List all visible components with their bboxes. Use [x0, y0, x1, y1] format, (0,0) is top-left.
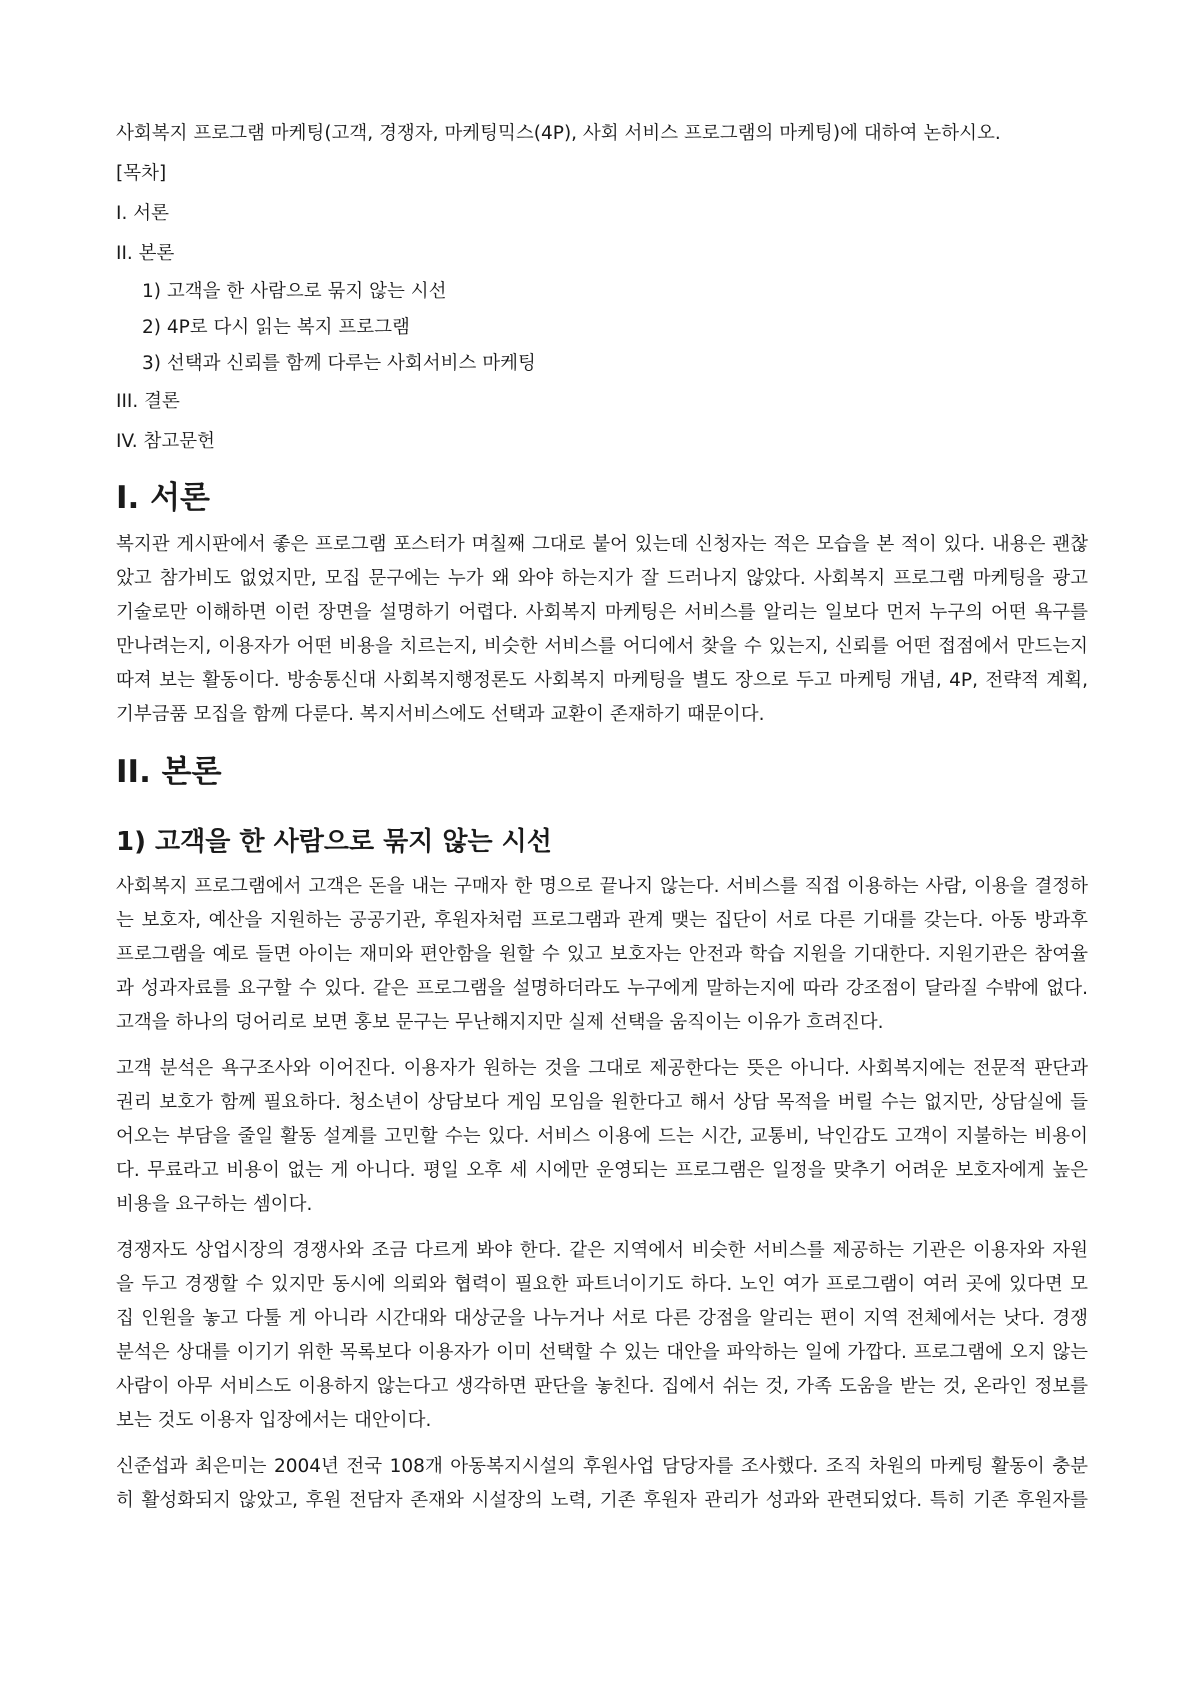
toc-item-conclusion: III. 결론 — [116, 391, 180, 412]
paragraph-line: 기부금품 모집을 함께 다룬다. 복지서비스에도 선택과 교환이 존재하기 때문이다. — [116, 704, 765, 725]
customers-paragraph-2 — [116, 1052, 1088, 1222]
paragraph-line: 집 인원을 놓고 다툴 게 아니라 시간대와 대상군을 나누거나 서로 다른 강점을 알리는 편이 지역 전체에서는 낫다. 경쟁 — [116, 1308, 1088, 1329]
paragraph-line: 사람이 아무 서비스도 이용하지 않는다고 생각하면 판단을 놓친다. 집에서 쉬는 것, 가족 도움을 받는 것, 온라인 정보를 — [116, 1376, 1088, 1397]
paragraph-line: 프로그램을 예로 들면 아이는 재미와 편안함을 원할 수 있고 보호자는 안전과 학습 지원을 기대한다. 지원기관은 참여율 — [116, 944, 1088, 965]
paragraph-line: 보는 것도 이용자 입장에서는 대안이다. — [116, 1410, 432, 1431]
paragraph-line: 만나려는지, 이용자가 어떤 비용을 치르는지, 비슷한 서비스를 어디에서 찾을 수 있는지, 신뢰를 어떤 접점에서 만드는지 — [116, 636, 1088, 657]
toc-item-references: IV. 참고문헌 — [116, 431, 215, 452]
competitors-paragraph — [116, 1234, 1088, 1438]
toc-item-body: II. 본론 — [116, 243, 175, 264]
customers-paragraph-1 — [116, 870, 1088, 1040]
toc-heading: [목차] — [116, 163, 167, 184]
study-paragraph — [116, 1450, 1088, 1518]
assignment-prompt: 사회복지 프로그램 마케팅(고객, 경쟁자, 마케팅믹스(4P), 사회 서비스 프로그램의 마케팅)에 대하여 논하시오. — [116, 123, 1001, 144]
paragraph-line: 신준섭과 최은미는 2004년 전국 108개 아동복지시설의 후원사업 담당자를 조사했다. 조직 차원의 마케팅 활동이 충분 — [116, 1456, 1088, 1477]
toc-item-body-2: 2) 4P로 다시 읽는 복지 프로그램 — [142, 317, 410, 338]
section-title-body: II. 본론 — [116, 754, 222, 790]
paragraph-line: 분석은 상대를 이기기 위한 목록보다 이용자가 이미 선택할 수 있는 대안을 파악하는 일에 가깝다. 프로그램에 오지 않는 — [116, 1342, 1088, 1363]
paragraph-line: 다. 무료라고 비용이 없는 게 아니다. 평일 오후 세 시에만 운영되는 프로그램은 일정을 맞추기 어려운 보호자에게 높은 — [116, 1160, 1088, 1181]
paragraph-line: 을 두고 경쟁할 수 있지만 동시에 의뢰와 협력이 필요한 파트너이기도 하다. 노인 여가 프로그램이 여러 곳에 있다면 모 — [116, 1274, 1088, 1295]
paragraph-line: 히 활성화되지 않았고, 후원 전담자 존재와 시설장의 노력, 기존 후원자 관리가 성과와 관련되었다. 특히 기존 후원자를 — [116, 1490, 1088, 1511]
paragraph-line: 고객을 하나의 덩어리로 보면 홍보 문구는 무난해지지만 실제 선택을 움직이는 이유가 흐려진다. — [116, 1012, 884, 1033]
paragraph-line: 경쟁자도 상업시장의 경쟁사와 조금 다르게 봐야 한다. 같은 지역에서 비슷한 서비스를 제공하는 기관은 이용자와 자원 — [116, 1240, 1088, 1261]
paragraph-line: 복지관 게시판에서 좋은 프로그램 포스터가 며칠째 그대로 붙어 있는데 신청자는 적은 모습을 본 적이 있다. 내용은 괜찮 — [116, 534, 1088, 555]
toc-item-body-1: 1) 고객을 한 사람으로 묶지 않는 시선 — [142, 281, 447, 302]
paragraph-line: 고객 분석은 욕구조사와 이어진다. 이용자가 원하는 것을 그대로 제공한다는 뜻은 아니다. 사회복지에는 전문적 판단과 — [116, 1058, 1088, 1079]
paragraph-line: 는 보호자, 예산을 지원하는 공공기관, 후원자처럼 프로그램과 관계 맺는 집단이 서로 다른 기대를 갖는다. 아동 방과후 — [116, 910, 1088, 931]
toc-item-intro: I. 서론 — [116, 203, 169, 224]
paragraph-line: 어오는 부담을 줄일 활동 설계를 고민할 수는 있다. 서비스 이용에 드는 시간, 교통비, 낙인감도 고객이 지불하는 비용이 — [116, 1126, 1088, 1147]
paragraph-line: 권리 보호가 함께 필요하다. 청소년이 상담보다 게임 모임을 원한다고 해서 상담 목적을 버릴 수는 없지만, 상담실에 들 — [116, 1092, 1088, 1113]
paragraph-line: 사회복지 프로그램에서 고객은 돈을 내는 구매자 한 명으로 끝나지 않는다. 서비스를 직접 이용하는 사람, 이용을 결정하 — [116, 876, 1088, 897]
paragraph-line: 기술로만 이해하면 이런 장면을 설명하기 어렵다. 사회복지 마케팅은 서비스를 알리는 일보다 먼저 누구의 어떤 욕구를 — [116, 602, 1088, 623]
paragraph-line: 과 성과자료를 요구할 수 있다. 같은 프로그램을 설명하더라도 누구에게 말하는지에 따라 강조점이 달라질 수밖에 없다. — [116, 978, 1088, 999]
toc-item-body-3: 3) 선택과 신뢰를 함께 다루는 사회서비스 마케팅 — [142, 353, 536, 374]
section-title-intro: I. 서론 — [116, 480, 210, 516]
intro-paragraph — [116, 528, 1088, 732]
paragraph-line: 따져 보는 활동이다. 방송통신대 사회복지행정론도 사회복지 마케팅을 별도 장으로 두고 마케팅 개념, 4P, 전략적 계획, — [116, 670, 1088, 691]
paragraph-line: 았고 참가비도 없었지만, 모집 문구에는 누가 왜 와야 하는지가 잘 드러나지 않았다. 사회복지 프로그램 마케팅을 광고 — [116, 568, 1088, 589]
paragraph-line: 비용을 요구하는 셈이다. — [116, 1194, 313, 1215]
subsection-title-customers: 1) 고객을 한 사람으로 묶지 않는 시선 — [116, 827, 552, 857]
